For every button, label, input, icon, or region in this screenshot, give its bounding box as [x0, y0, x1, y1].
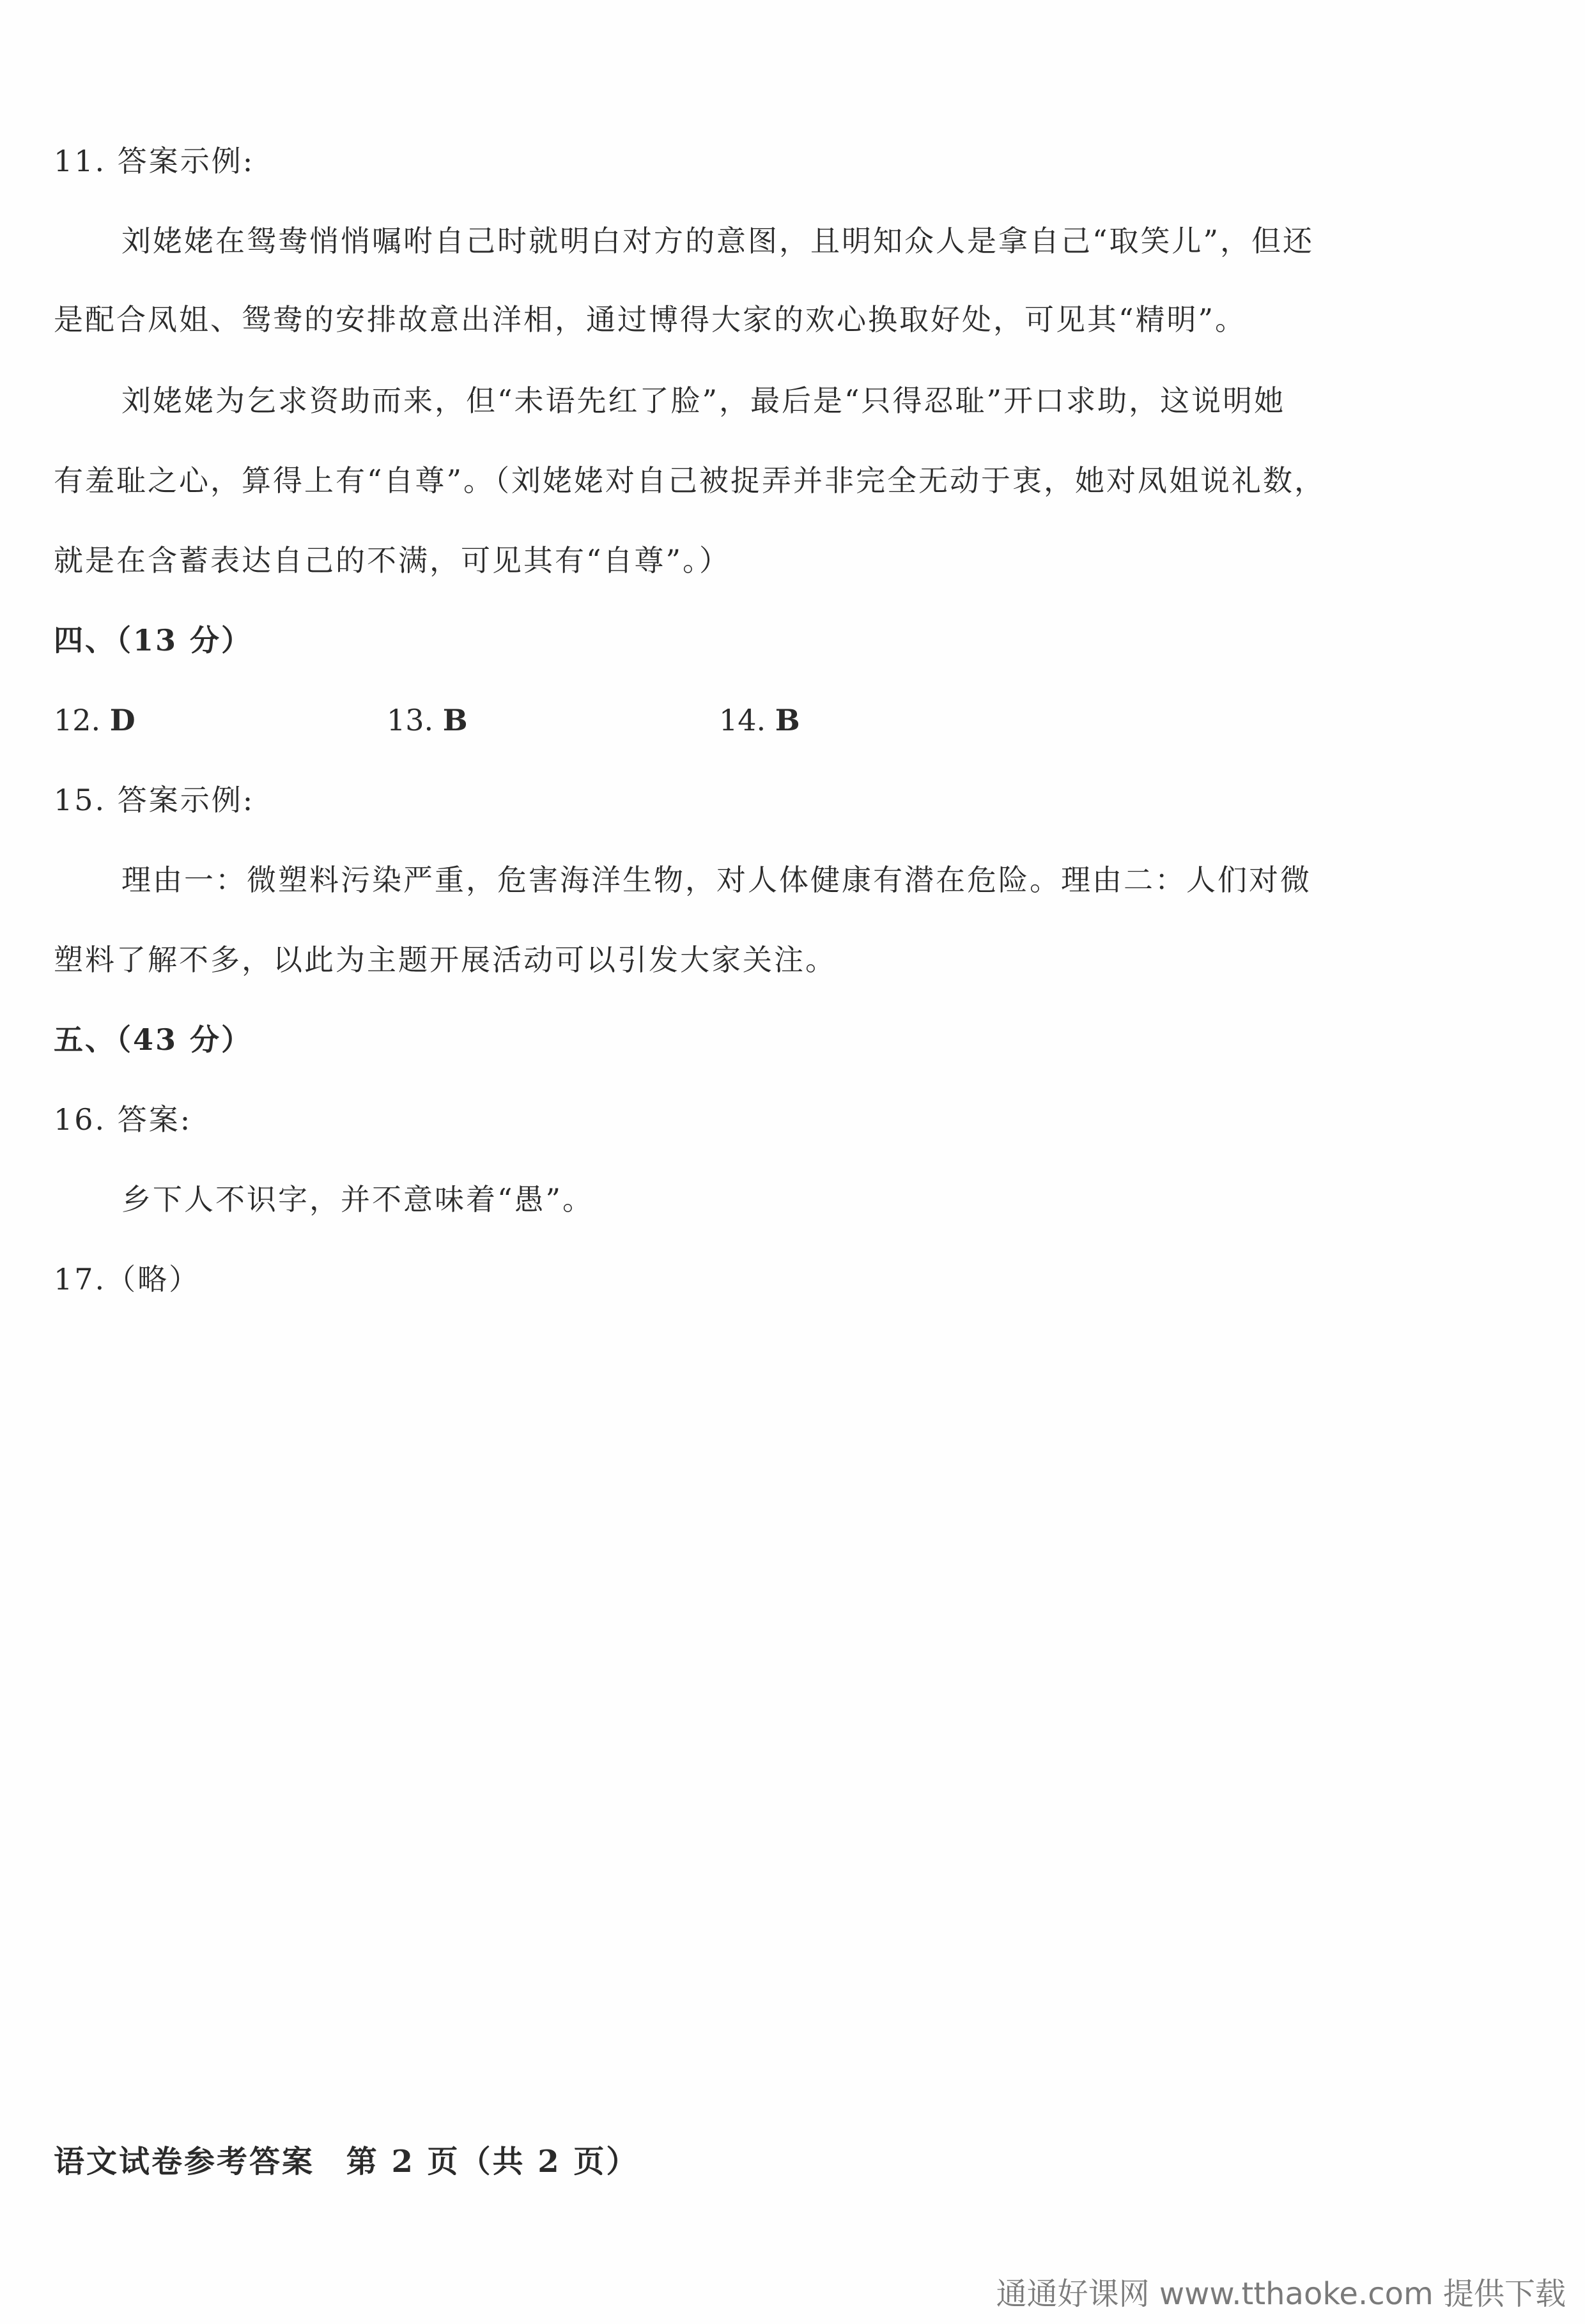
section5-heading: 五、（43 分）	[54, 1022, 253, 1057]
answer-14-letter: B	[775, 703, 800, 737]
q17-label: 17.（略）	[54, 1262, 201, 1297]
answer-12-letter: D	[109, 703, 135, 737]
q16-line1: 乡下人不识字，并不意味着“愚”。	[121, 1182, 594, 1217]
page-footer	[54, 2142, 658, 2182]
q15-label: 15. 答案示例:	[54, 783, 255, 817]
answer-12-number: 12.	[54, 703, 101, 737]
q11-paragraph2-line2: 有羞耻之心，算得上有“自尊”。（刘姥姥对自己被捉弄并非完全无动于衷，她对凤姐说礼数，	[54, 463, 1326, 498]
section4-heading: 四、（13 分）	[54, 623, 253, 658]
q11-label: 11. 答案示例:	[54, 144, 255, 178]
footer-title: 语文试卷参考答案	[54, 2144, 315, 2180]
download-watermark: 通通好课网 www.tthaoke.com 提供下载	[996, 2276, 1566, 2312]
answer-14	[719, 701, 800, 739]
q11-paragraph1-line2: 是配合凤姐、鸳鸯的安排故意出洋相，通过博得大家的欢心换取好处，可见其“精明”。	[54, 302, 1247, 337]
answer-12	[54, 701, 135, 739]
q11-paragraph2-line1: 刘姥姥为乞求资助而来，但“未语先红了脸”，最后是“只得忍耻”开口求助，这说明她	[121, 383, 1286, 418]
answer-13-letter: B	[442, 703, 468, 737]
q15-line2: 塑料了解不多，以此为主题开展活动可以引发大家关注。	[54, 943, 837, 977]
answer-14-number: 14.	[719, 703, 766, 737]
q11-paragraph2-line3: 就是在含蓄表达自己的不满，可见其有“自尊”。）	[54, 543, 731, 578]
answer-13-number: 13.	[387, 703, 434, 737]
q15-line1: 理由一：微塑料污染严重，危害海洋生物，对人体健康有潜在危险。理由二：人们对微	[121, 863, 1311, 897]
q11-paragraph1-line1: 刘姥姥在鸳鸯悄悄嘱咐自己时就明白对方的意图，且明知众人是拿自己“取笑儿”，但还	[121, 224, 1315, 258]
answer-13	[387, 701, 468, 739]
q16-label: 16. 答案:	[54, 1102, 192, 1137]
footer-page-number: 第 2 页（共 2 页）	[346, 2144, 639, 2180]
